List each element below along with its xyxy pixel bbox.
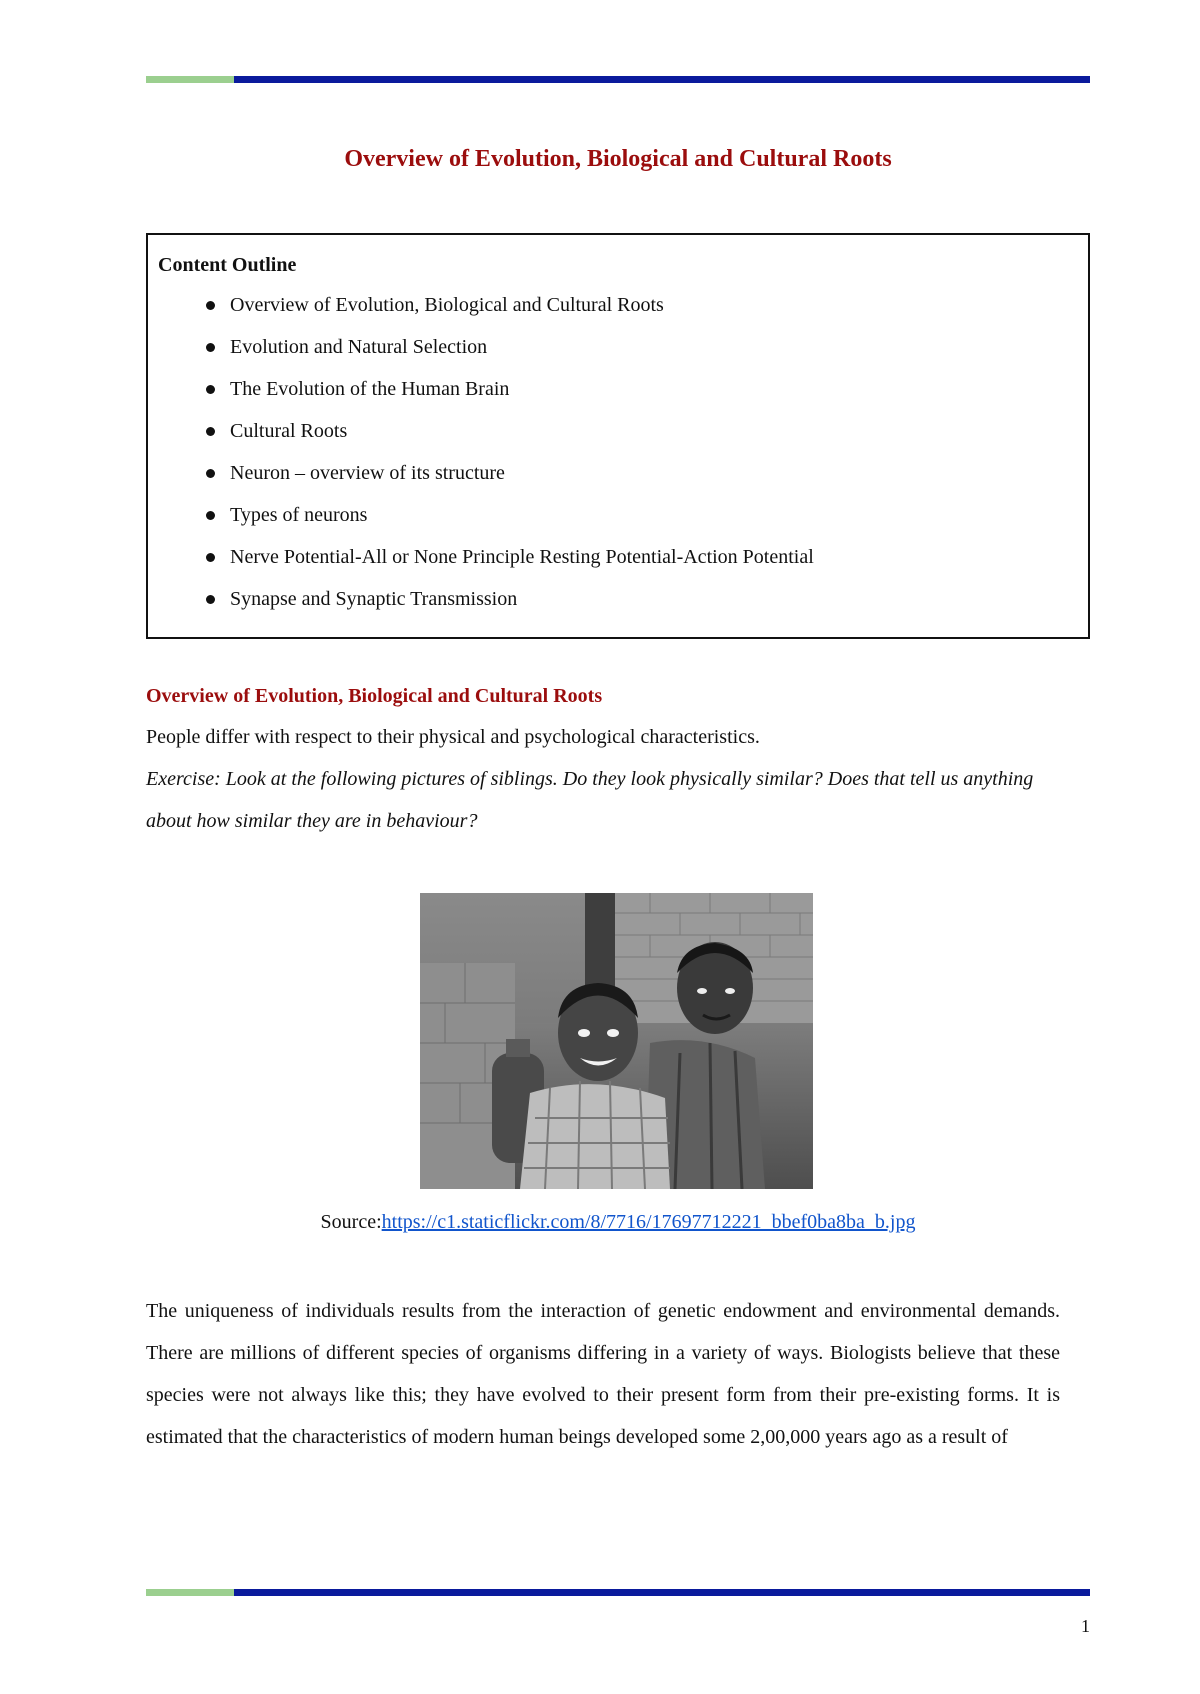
outline-item bbox=[158, 501, 1088, 543]
image-source-line bbox=[146, 1208, 1090, 1236]
outline-item bbox=[158, 585, 1088, 627]
section-heading: Overview of Evolution, Biological and Cultural Roots bbox=[146, 685, 603, 707]
content-outline-box bbox=[146, 233, 1090, 639]
footer-rule-blue-segment bbox=[234, 1589, 1090, 1596]
image-source-link[interactable]: https://c1.staticflickr.com/8/7716/17697712221_bbef0ba8ba_b.jpg bbox=[381, 1211, 916, 1233]
outline-item bbox=[158, 417, 1088, 459]
bullet-icon bbox=[206, 385, 215, 394]
bullet-icon bbox=[206, 553, 215, 562]
outline-item bbox=[158, 333, 1088, 375]
header-rule-blue-segment bbox=[234, 76, 1090, 83]
image-source-label: Source: bbox=[320, 1211, 382, 1233]
exercise-paragraph: Exercise: Look at the following pictures of siblings. Do they look physically similar? Does that tell us anything about how similar they are in behaviour? bbox=[146, 768, 1034, 832]
outline-item-label: Evolution and Natural Selection bbox=[230, 336, 488, 358]
bullet-icon bbox=[206, 343, 215, 352]
content-outline-list bbox=[158, 291, 1088, 627]
outline-item bbox=[158, 459, 1088, 501]
header-rule-green-segment bbox=[146, 76, 234, 83]
document-title: Overview of Evolution, Biological and Cultural Roots bbox=[344, 146, 892, 172]
outline-item bbox=[158, 543, 1088, 585]
bullet-icon bbox=[206, 595, 215, 604]
outline-item-label: Synapse and Synaptic Transmission bbox=[230, 588, 518, 610]
siblings-photo-illustration bbox=[420, 893, 813, 1189]
siblings-photo bbox=[420, 893, 813, 1189]
bullet-icon bbox=[206, 469, 215, 478]
outline-item-label: Neuron – overview of its structure bbox=[230, 462, 505, 484]
intro-paragraph: People differ with respect to their physical and psychological characteristics. bbox=[146, 726, 760, 748]
bullet-icon bbox=[206, 427, 215, 436]
outline-item-label: Overview of Evolution, Biological and Cultural Roots bbox=[230, 294, 664, 316]
outline-item-label: Nerve Potential-All or None Principle Resting Potential-Action Potential bbox=[230, 546, 814, 568]
outline-item-label: Types of neurons bbox=[230, 504, 368, 526]
outline-item-label: Cultural Roots bbox=[230, 420, 348, 442]
bullet-icon bbox=[206, 301, 215, 310]
footer-rule-green-segment bbox=[146, 1589, 234, 1596]
header-rule bbox=[146, 76, 1090, 83]
page-number: 1 bbox=[1081, 1616, 1090, 1636]
content-outline-heading: Content Outline bbox=[158, 254, 297, 276]
bullet-icon bbox=[206, 511, 215, 520]
outline-item-label: The Evolution of the Human Brain bbox=[230, 378, 510, 400]
outline-item bbox=[158, 375, 1088, 417]
body-paragraph: The uniqueness of individuals results from the interaction of genetic endowment and environmental demands. There are millions of different species of organisms differing in a variety of ways. Biologists believe that these species were not always like this; they have evolved to their present form from their pre-existing forms. It is estimated that the characteristics of modern human beings developed some 2,00,000 years ago as a result of bbox=[146, 1300, 1060, 1448]
footer-rule bbox=[146, 1589, 1090, 1596]
outline-item bbox=[158, 291, 1088, 333]
